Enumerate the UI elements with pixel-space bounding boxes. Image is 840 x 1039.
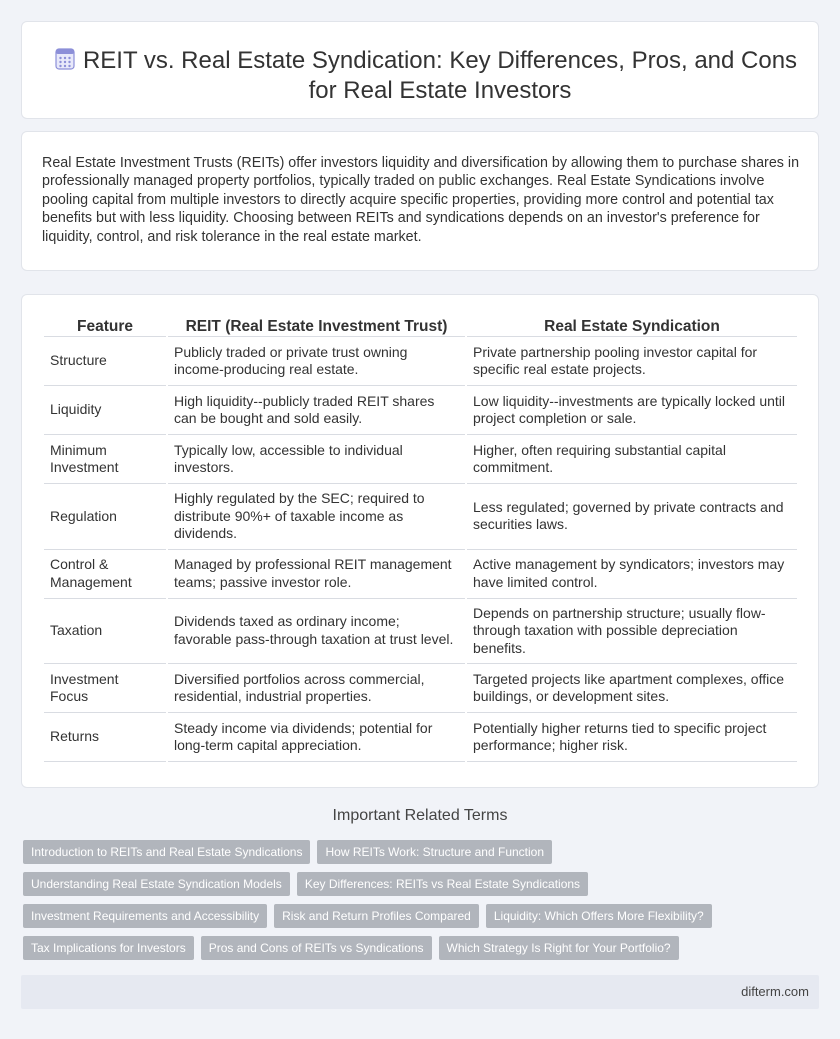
syndication-cell: Targeted projects like apartment complexes, office buildings, or development sites. [467,664,797,713]
related-term-link[interactable]: Understanding Real Estate Syndication Models [23,872,290,896]
reit-cell: Highly regulated by the SEC; required to distribute 90%+ of taxable income as dividends. [168,484,465,550]
related-term-link[interactable]: Key Differences: REITs vs Real Estate Syndications [297,872,588,896]
reit-cell: Diversified portfolios across commercial, residential, industrial properties. [168,664,465,713]
feature-cell: Investment Focus [44,664,166,713]
related-term-link[interactable]: Tax Implications for Investors [23,936,194,960]
syndication-cell: Low liquidity--investments are typically locked until project completion or sale. [467,386,797,435]
feature-cell: Control & Management [44,550,166,599]
table-row [44,337,797,386]
reit-cell: High liquidity--publicly traded REIT shares can be bought and sold easily. [168,386,465,435]
table-row [44,550,797,599]
table-row [44,435,797,484]
feature-cell: Returns [44,713,166,762]
reit-cell: Typically low, accessible to individual investors. [168,435,465,484]
syndication-cell: Private partnership pooling investor capital for specific real estate projects. [467,337,797,386]
feature-cell: Liquidity [44,386,166,435]
comparison-table-card [21,294,819,788]
related-term-link[interactable]: Risk and Return Profiles Compared [274,904,479,928]
syndication-cell: Depends on partnership structure; usually flow-through taxation with possible depreciation benefits. [467,599,797,665]
related-terms-list [23,840,823,960]
table-row [44,664,797,713]
syndication-cell: Less regulated; governed by private contracts and securities laws. [467,484,797,550]
feature-cell: Regulation [44,484,166,550]
feature-cell: Taxation [44,599,166,665]
related-term-link[interactable]: How REITs Work: Structure and Function [317,840,552,864]
related-term-link[interactable]: Pros and Cons of REITs vs Syndications [201,936,432,960]
related-terms-title: Important Related Terms [332,807,508,824]
table-row [44,386,797,435]
footer [21,975,819,1009]
related-term-link[interactable]: Liquidity: Which Offers More Flexibility? [486,904,712,928]
calculator-icon [54,48,76,70]
syndication-cell: Active management by syndicators; investors may have limited control. [467,550,797,599]
header-card [21,21,819,119]
syndication-cell: Higher, often requiring substantial capital commitment. [467,435,797,484]
header-feature: Feature [44,315,166,337]
table-header-row [44,315,797,337]
intro-card [21,131,819,271]
table-row [44,713,797,762]
feature-cell: Structure [44,337,166,386]
syndication-cell: Potentially higher returns tied to specific project performance; higher risk. [467,713,797,762]
header-syndication: Real Estate Syndication [467,315,797,337]
reit-cell: Managed by professional REIT management teams; passive investor role. [168,550,465,599]
table-row [44,599,797,665]
comparison-table [42,315,799,762]
page-title: REIT vs. Real Estate Syndication: Key Differences, Pros, and Cons for Real Estate Investors [82,47,798,104]
related-term-link[interactable]: Which Strategy Is Right for Your Portfolio? [439,936,679,960]
reit-cell: Publicly traded or private trust owning income-producing real estate. [168,337,465,386]
reit-cell: Dividends taxed as ordinary income; favorable pass-through taxation at trust level. [168,599,465,665]
related-term-link[interactable]: Investment Requirements and Accessibility [23,904,267,928]
reit-cell: Steady income via dividends; potential for long-term capital appreciation. [168,713,465,762]
header-reit: REIT (Real Estate Investment Trust) [168,315,465,337]
related-term-link[interactable]: Introduction to REITs and Real Estate Syndications [23,840,310,864]
intro-paragraph: Real Estate Investment Trusts (REITs) offer investors liquidity and diversification by allowing them to purchase shares in professionally managed property portfolios, typically traded on public exchanges. Real Estate Syndications involve pooling capital from multiple investors to directly acquire specific properties, providing more control and potential tax benefits but with less liquidity. Choosing between REITs and syndications depends on an investor's preference for liquidity, control, and risk tolerance in the real estate market. [42,155,800,245]
table-row [44,484,797,550]
feature-cell: Minimum Investment [44,435,166,484]
footer-site-link[interactable]: difterm.com [741,984,809,999]
